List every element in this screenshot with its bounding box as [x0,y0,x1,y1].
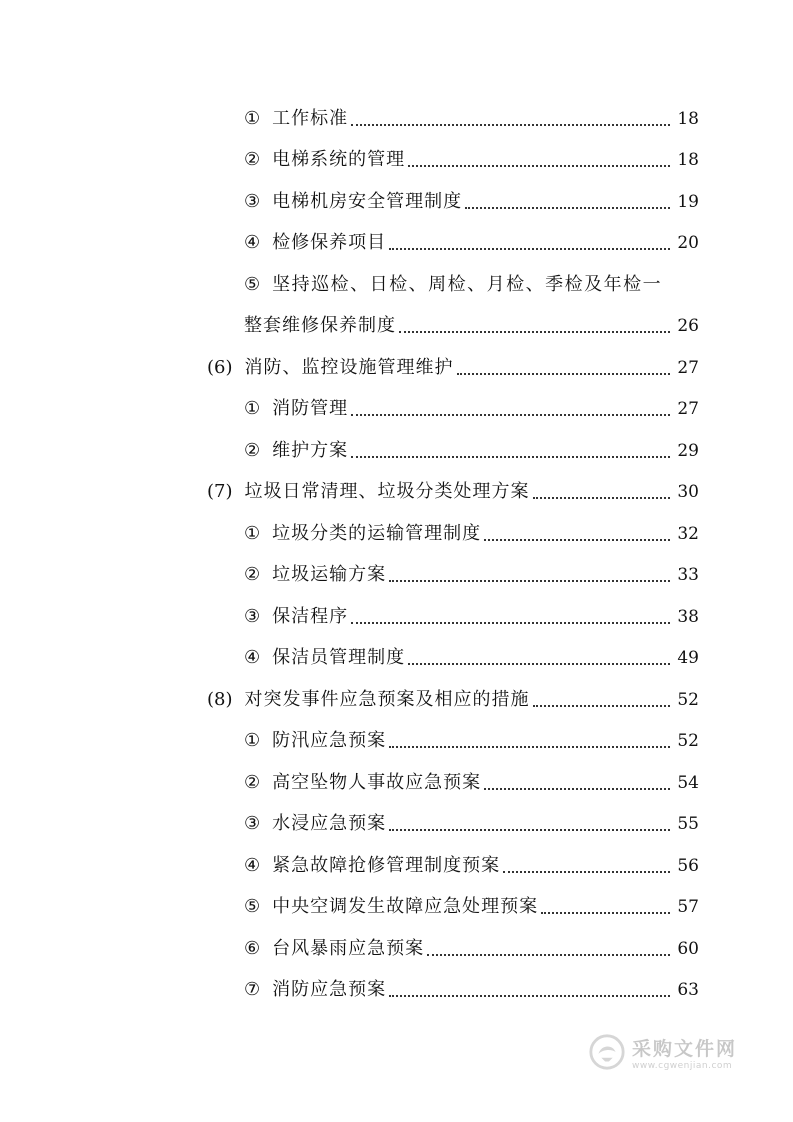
toc-marker: ① [244,522,261,544]
toc-entry[interactable] [0,881,793,923]
toc-marker: ③ [244,190,261,212]
toc-page-number: 32 [677,523,699,544]
dot-leader [484,539,670,541]
toc-marker: ② [244,149,261,170]
toc-title: 消防管理 [272,398,349,419]
watermark [588,1028,758,1076]
toc-marker: ⑦ [244,979,261,1000]
toc-title: 消防、监控设施管理维护 [244,356,454,378]
toc-page-number: 33 [677,565,699,585]
toc-page-number: 30 [677,482,699,502]
toc-marker: ⑤ [244,273,261,295]
toc-entry[interactable] [0,964,793,1006]
toc-page-number: 19 [677,191,699,212]
dot-leader [399,331,670,333]
dot-leader [351,414,670,416]
toc-section[interactable] [0,466,793,508]
dot-leader [351,622,670,624]
toc-page-number: 18 [677,150,699,170]
toc-title: 对突发事件应急预案及相应的措施 [244,688,530,710]
dot-leader [389,746,670,748]
toc-entry[interactable] [0,632,793,674]
toc-entry[interactable] [0,798,793,840]
toc-entry[interactable] [0,756,793,798]
toc-marker: ④ [244,647,261,668]
toc-page-number: 49 [677,648,699,668]
toc-page-number: 27 [677,399,699,419]
table-of-contents [0,92,793,1005]
toc-title: 垃圾分类的运输管理制度 [272,522,482,544]
toc-title: 电梯机房安全管理制度 [272,190,463,212]
toc-title: 紧急故障抢修管理制度预案 [272,854,501,876]
dot-leader [389,995,670,997]
toc-page-number: 52 [677,689,699,710]
dot-leader [351,124,670,126]
toc-page-number: 27 [677,357,699,378]
dot-leader [533,497,671,499]
toc-title: 水浸应急预案 [272,813,387,834]
toc-marker: ② [244,771,261,793]
toc-entry[interactable] [0,549,793,591]
toc-title: 工作标准 [272,107,349,129]
dot-leader [457,373,671,375]
toc-page-number: 18 [677,108,699,129]
toc-title: 中央空调发生故障应急处理预案 [272,896,539,917]
dot-leader [408,663,670,665]
toc-marker: ① [244,398,261,419]
toc-entry[interactable] [0,922,793,964]
toc-entry[interactable] [0,217,793,259]
toc-title: 消防应急预案 [272,979,387,1000]
dot-leader [389,829,670,831]
toc-marker: ④ [244,232,261,253]
toc-marker: (8) [207,688,233,710]
toc-page-number: 56 [677,855,699,876]
toc-title: 检修保养项目 [272,232,387,253]
toc-entry[interactable] [0,134,793,176]
toc-title: 垃圾运输方案 [272,564,387,585]
dot-leader [427,954,670,956]
toc-page-number: 52 [677,731,699,751]
toc-title: 保洁员管理制度 [272,647,406,668]
toc-marker: ⑥ [244,937,261,959]
toc-entry[interactable] [0,507,793,549]
dot-leader [408,165,670,167]
toc-title: 保洁程序 [272,605,349,627]
toc-entry[interactable] [0,92,793,134]
toc-entry[interactable] [0,383,793,425]
toc-entry[interactable] [0,175,793,217]
toc-entry[interactable] [0,715,793,757]
toc-page-number: 57 [677,897,699,917]
toc-entry[interactable] [0,424,793,466]
toc-title: 台风暴雨应急预案 [272,937,425,959]
toc-marker: ③ [244,605,261,627]
toc-section[interactable] [0,673,793,715]
toc-title: 维护方案 [272,439,349,461]
toc-marker: ⑤ [244,896,261,917]
toc-page-number: 60 [677,938,699,959]
dot-leader [465,207,670,209]
toc-entry[interactable] [0,839,793,881]
toc-marker: ② [244,564,261,585]
toc-title: 坚持巡检、日检、周检、月检、季检及年检一 [272,273,663,295]
toc-page-number: 38 [677,606,699,627]
dot-leader [533,705,671,707]
watermark-name: 采购文件网 [632,1037,738,1060]
toc-entry[interactable] [0,258,793,300]
logo-icon [588,1033,626,1071]
watermark-url: www.cgwenjian.com [632,1060,733,1071]
toc-section[interactable] [0,341,793,383]
toc-page-number: 63 [677,980,699,1000]
toc-page-number: 55 [677,814,699,834]
toc-entry[interactable] [0,590,793,632]
toc-marker: ② [244,439,261,461]
toc-title: 垃圾日常清理、垃圾分类处理方案 [244,481,530,502]
toc-marker: (6) [207,356,233,378]
dot-leader [503,871,670,873]
toc-page-number: 20 [677,233,699,253]
dot-leader [484,788,670,790]
toc-page-number: 26 [677,316,699,336]
toc-marker: ③ [244,813,261,834]
toc-title: 电梯系统的管理 [272,149,406,170]
toc-page-number: 29 [677,440,699,461]
toc-entry-continuation[interactable] [0,300,793,342]
toc-marker: ④ [244,854,261,876]
dot-leader [389,580,670,582]
toc-page-number: 54 [677,772,699,793]
toc-marker: (7) [207,481,233,502]
toc-marker: ① [244,107,261,129]
dot-leader [389,248,670,250]
toc-title: 整套维修保养制度 [244,315,396,336]
toc-title: 高空坠物人事故应急预案 [272,771,482,793]
toc-marker: ① [244,730,261,751]
dot-leader [541,912,670,914]
toc-title: 防汛应急预案 [272,730,387,751]
dot-leader [351,456,670,458]
